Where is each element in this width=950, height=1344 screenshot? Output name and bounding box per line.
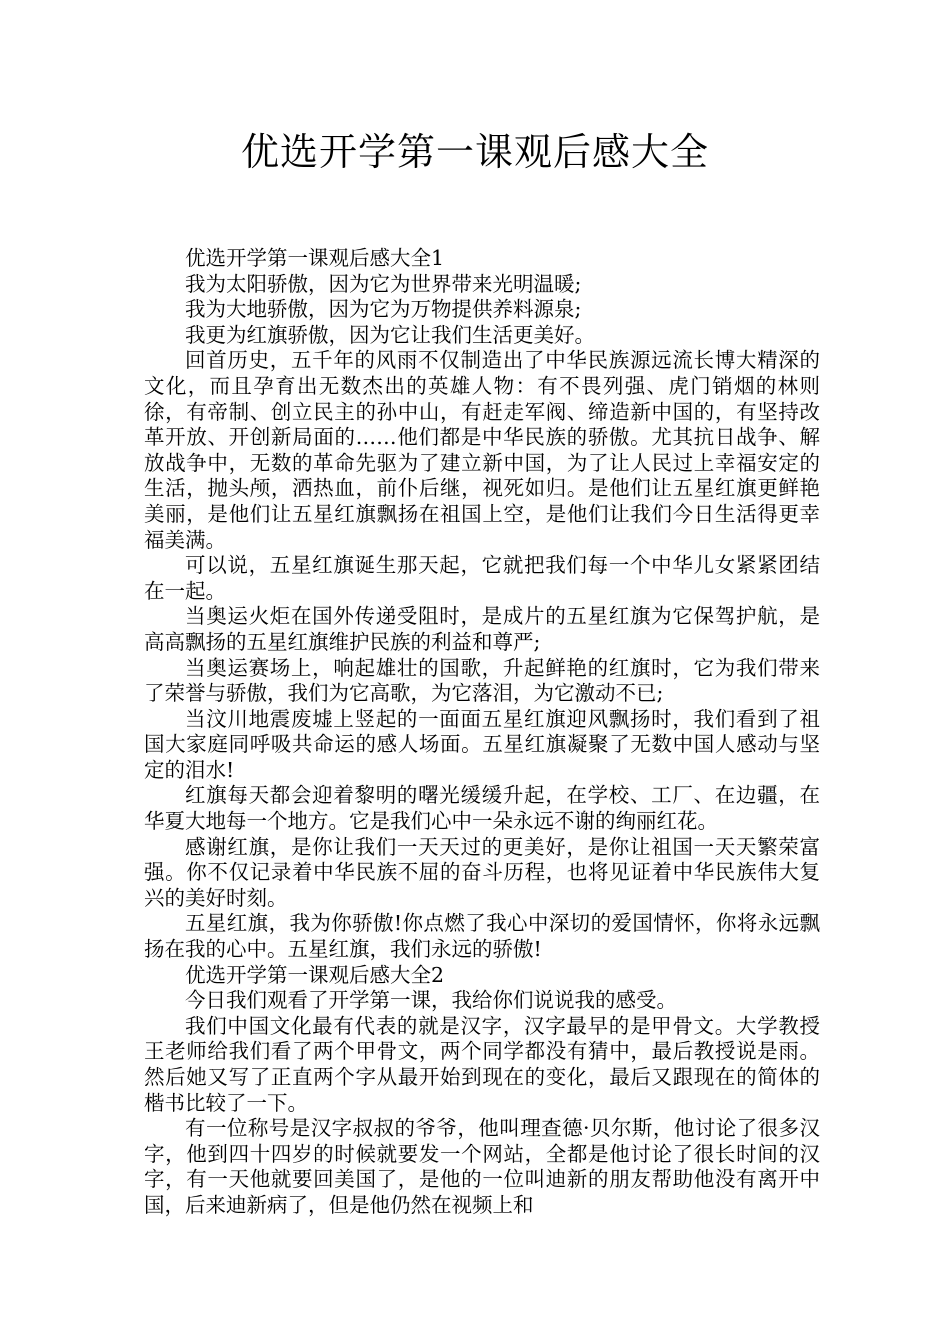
paragraph: 当汶川地震废墟上竖起的一面面五星红旗迎风飘扬时，我们看到了祖国大家庭同呼吸共命运的感人场面。五星红旗凝聚了无数中国人感动与坚定的泪水!	[144, 706, 820, 782]
paragraph: 可以说，五星红旗诞生那天起，它就把我们每一个中华儿女紧紧团结在一起。	[144, 553, 820, 603]
paragraph: 优选开学第一课观后感大全2	[185, 962, 445, 987]
paragraph: 回首历史，五千年的风雨不仅制造出了中华民族源远流长博大精深的文化，而且孕育出无数杰出的英雄人物：有不畏列强、虎门销烟的林则徐，有帝制、创立民主的孙中山，有赶走军阀、缔造新中国的，有坚持改革开放、开创新局面的……他们都是中华民族的骄傲。尤其抗日战争、解放战争中，无数的革命先驱为了建立新中国，为了让人民过上幸福安定的生活，抛头颅，洒热血，前仆后继，视死如归。是他们让五星红旗更鲜艳美丽，是他们让五星红旗飘扬在祖国上空，是他们让我们今日生活得更幸福美满。	[144, 348, 820, 552]
paragraph: 当奥运赛场上，响起雄壮的国歌，升起鲜艳的红旗时，它为我们带来了荣誉与骄傲，我们为它高歌，为它落泪，为它激动不已;	[144, 655, 820, 706]
paragraph: 当奥运火炬在国外传递受阻时，是成片的五星红旗为它保驾护航，是高高飘扬的五星红旗维护民族的利益和尊严;	[144, 604, 820, 654]
paragraph: 我更为红旗骄傲，因为它让我们生活更美好。	[185, 322, 595, 347]
paragraph: 五星红旗，我为你骄傲!你点燃了我心中深切的爱国情怀，你将永远飘扬在我的心中。五星红旗，我们永远的骄傲!	[144, 911, 820, 962]
document-title: 优选开学第一课观后感大全	[240, 130, 709, 174]
document-body	[144, 246, 820, 1219]
paragraph: 我为太阳骄傲，因为它为世界带来光明温暖;	[185, 271, 582, 296]
paragraph: 感谢红旗，是你让我们一天天过的更美好，是你让祖国一天天繁荣富强。你不仅记录着中华民族不屈的奋斗历程，也将见证着中华民族伟大复兴的美好时刻。	[144, 834, 820, 910]
paragraph: 今日我们观看了开学第一课，我给你们说说我的感受。	[185, 988, 677, 1013]
paragraph: 我为大地骄傲，因为它为万物提供养料源泉;	[185, 297, 582, 322]
paragraph: 有一位称号是汉字叔叔的爷爷，他叫理查德·贝尔斯，他讨论了很多汉字，他到四十四岁的时候就要发一个网站，全都是他讨论了很长时间的汉字，有一天他就要回美国了，是他的一位叫迪新的朋友帮助他没有离开中国，后来迪新病了，但是他仍然在视频上和	[144, 1116, 820, 1217]
paragraph: 优选开学第一课观后感大全1	[185, 246, 445, 270]
paragraph: 我们中国文化最有代表的就是汉字，汉字最早的是甲骨文。大学教授王老师给我们看了两个甲骨文，两个同学都没有猜中，最后教授说是雨。然后她又写了正直两个字从最开始到现在的变化，最后又跟现在的简体的楷书比较了一下。	[144, 1013, 820, 1115]
paragraph: 红旗每天都会迎着黎明的曙光缓缓升起，在学校、工厂、在边疆，在华夏大地每一个地方。它是我们心中一朵永远不谢的绚丽红花。	[144, 783, 820, 834]
